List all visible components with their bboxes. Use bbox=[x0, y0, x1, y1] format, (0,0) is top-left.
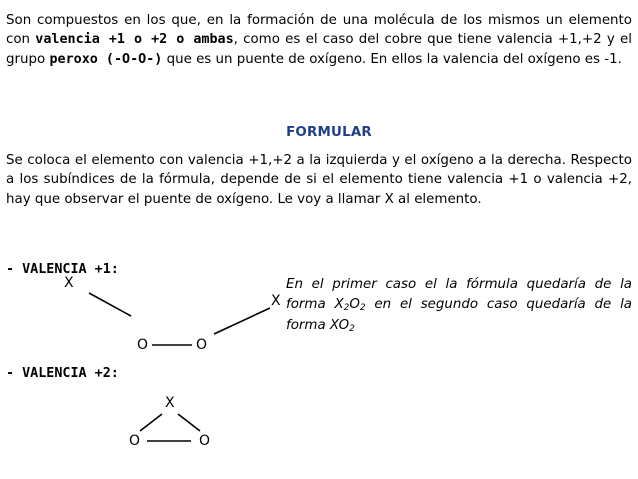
atom-x-left: X bbox=[64, 275, 74, 291]
note-text-3: en el segundo caso quedaría de la forma XO bbox=[286, 297, 632, 333]
atom-o-left: O bbox=[129, 433, 141, 449]
note-sub-2: 2 bbox=[359, 303, 366, 314]
valencia-1-heading: - VALENCIA +1: bbox=[6, 262, 119, 277]
bond-x-o-right bbox=[178, 414, 200, 431]
note-text-2: O bbox=[349, 297, 360, 313]
atom-x-top: X bbox=[165, 395, 175, 411]
note-sub-3: 2 bbox=[349, 323, 355, 334]
atom-o-left: O bbox=[137, 337, 149, 353]
valencias-highlight: valencia +1 o +2 o ambas bbox=[35, 32, 234, 48]
note-text-1: En el primer caso el la fórmula quedaría de la forma X bbox=[286, 277, 632, 313]
intro-text-2: , como es el caso del cobre que tiene valencia +1,+2 y el grupo bbox=[6, 32, 632, 67]
note-sub-1: 2 bbox=[343, 303, 350, 314]
atom-o-right: O bbox=[199, 433, 211, 449]
bond-x-o-left bbox=[140, 414, 162, 431]
intro-text-3: que es un puente de oxígeno. En ellos la valencia del oxígeno es -1. bbox=[162, 51, 622, 67]
intro-text-1: Son compuestos en los que, en la formación de una molécula de los mismos un elemento con bbox=[6, 13, 632, 48]
formular-paragraph: Se coloca el elemento con valencia +1,+2 a la izquierda y el oxígeno a la derecha. Respecto a los subíndices de la fórmula, depende de si el elemento tiene valencia +1 o valencia +2, hay que observar el puente de oxígeno. Le voy a llamar X al elemento. bbox=[6, 153, 632, 207]
valencia-2-heading: - VALENCIA +2: bbox=[6, 366, 119, 381]
section-title: FORMULAR bbox=[286, 125, 372, 140]
atom-o-right: O bbox=[196, 337, 208, 353]
peroxo-highlight: peroxo (-O-O-) bbox=[49, 51, 163, 67]
atom-x-right: X bbox=[271, 293, 281, 309]
